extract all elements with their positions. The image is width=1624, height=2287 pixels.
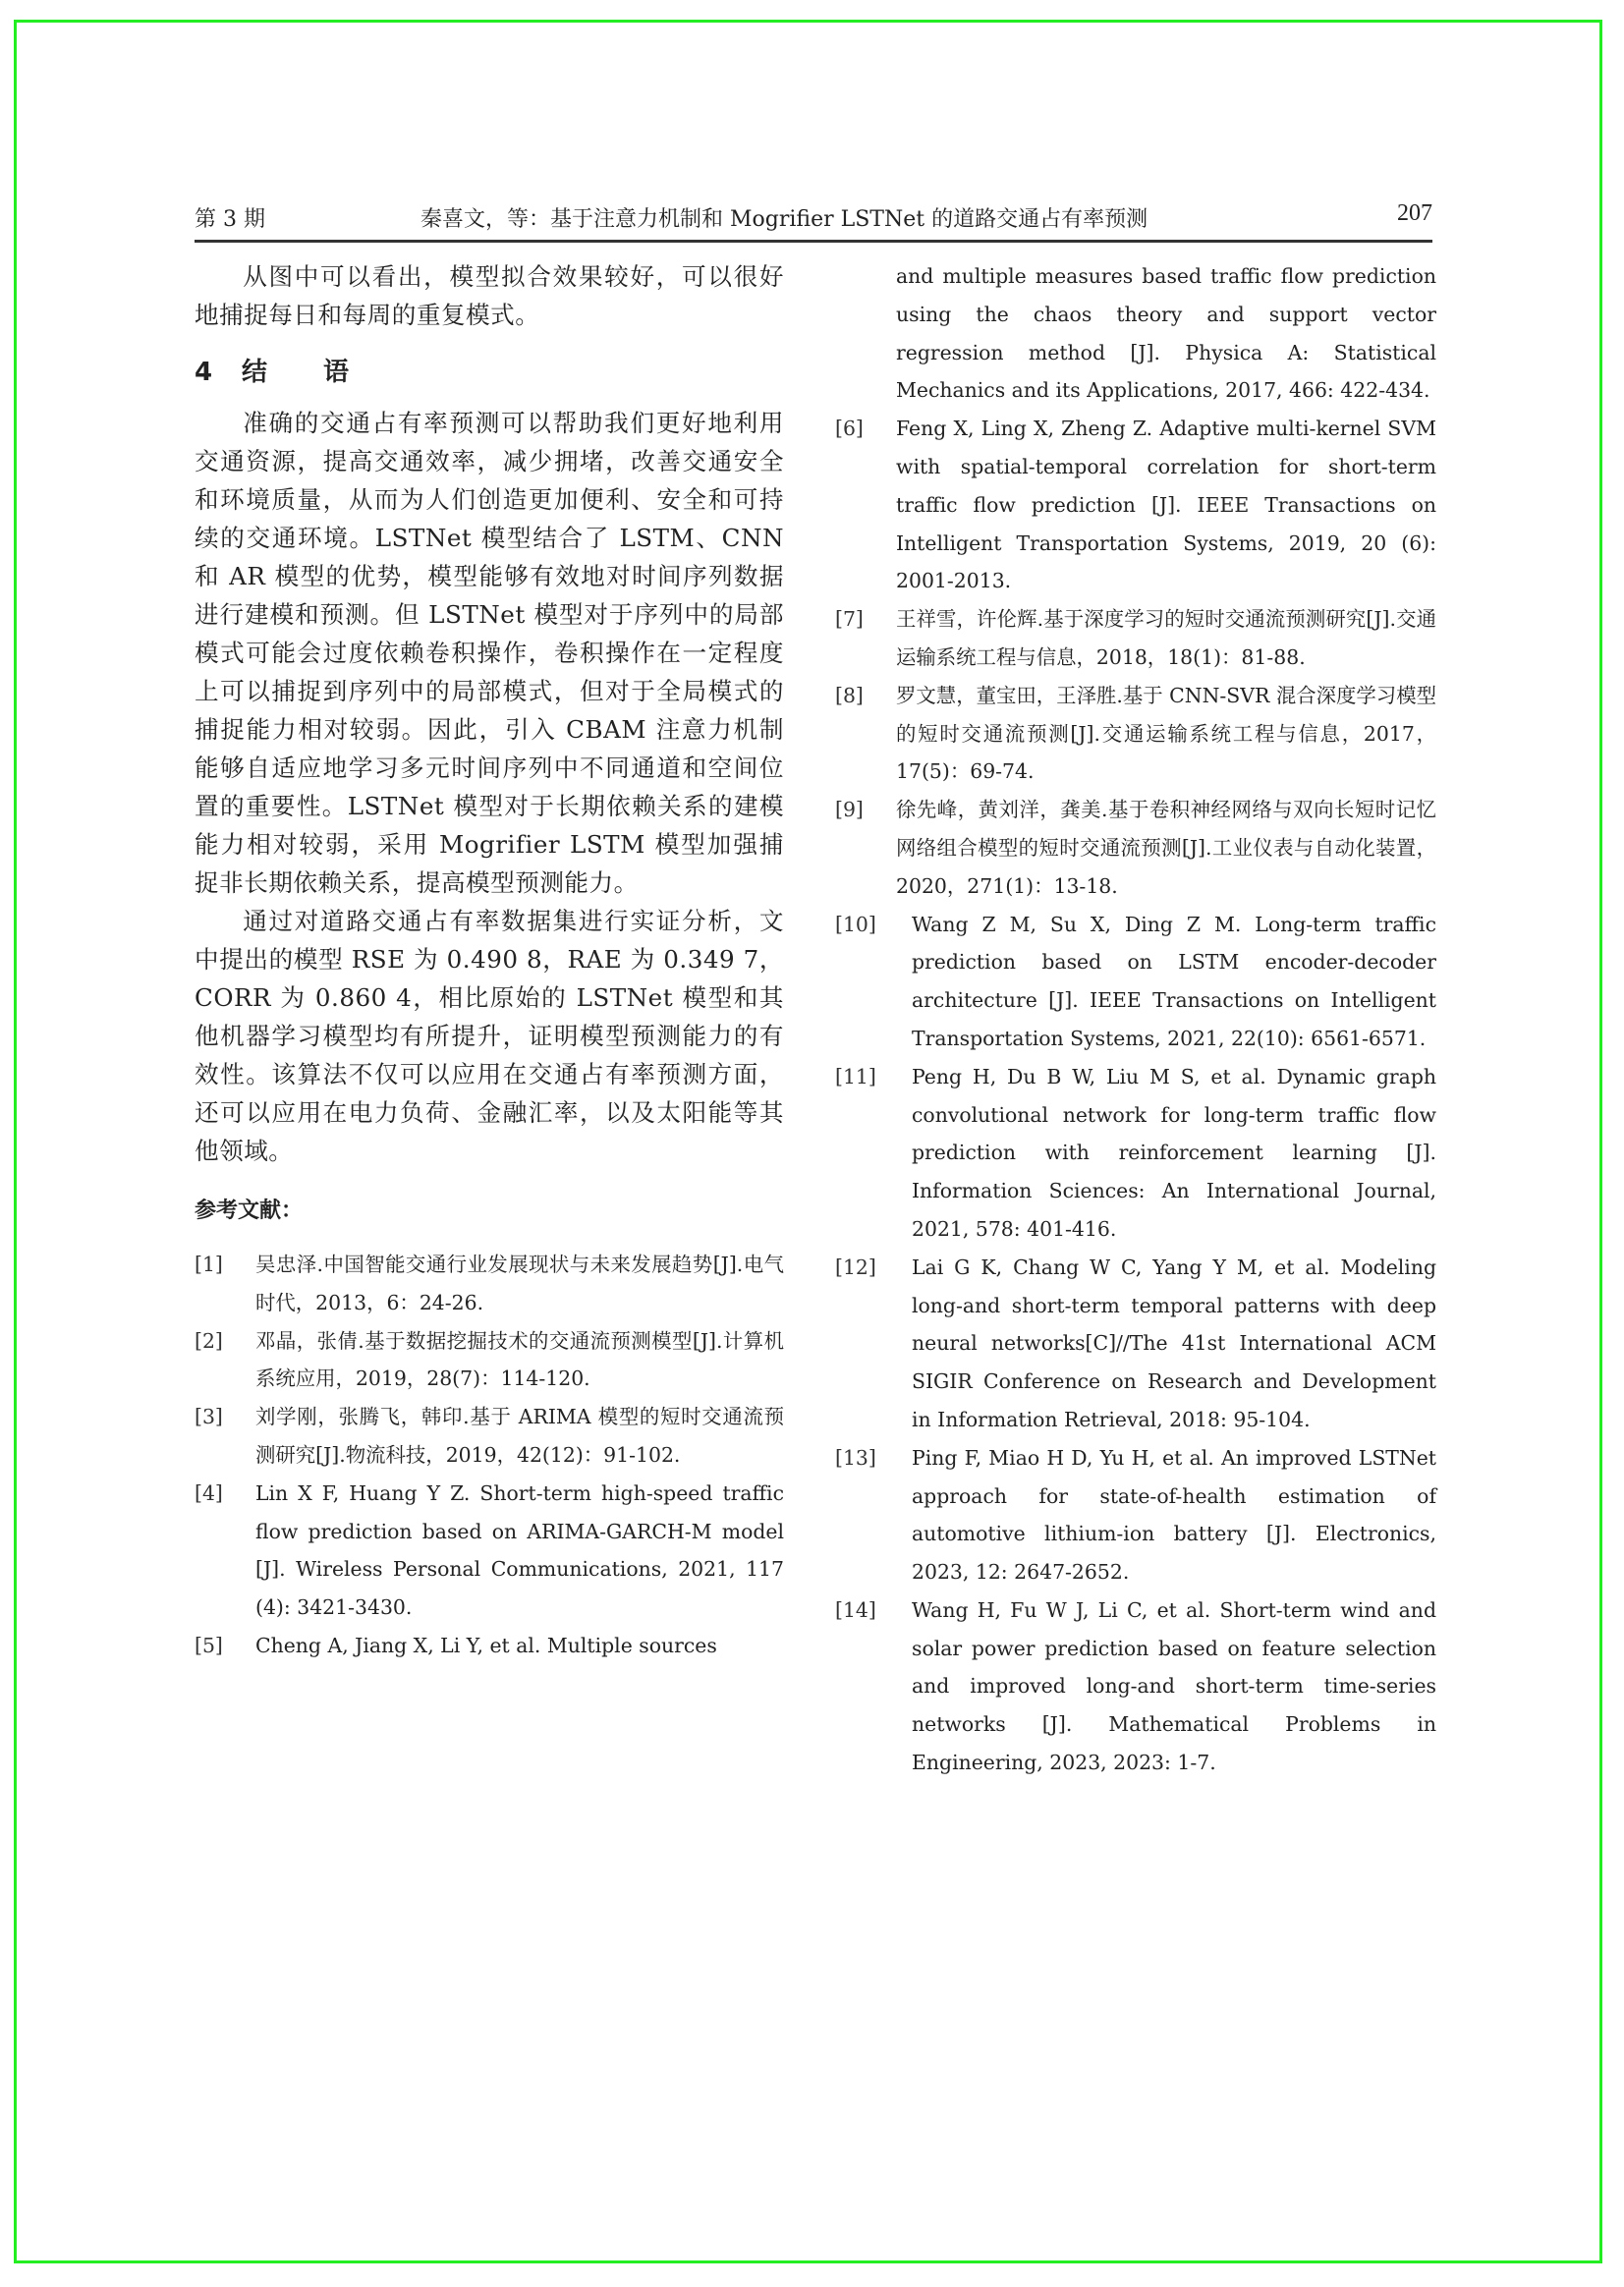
reference-text: Lin X F, Huang Y Z. Short-term high-speed traffic flow prediction based on ARIMA-GARCH-M model [J]. Wireless Personal Communications, 2021, 117 (4): 3421-3430.	[255, 1480, 784, 1620]
reference-text: 罗文慧，董宝田，王泽胜.基于 CNN-SVR 混合深度学习模型的短时交通流预测[J].交通运输系统工程与信息，2017，17(5)：69-74.	[896, 683, 1436, 784]
running-title: 秦喜文，等：基于注意力机制和 Mogrifier LSTNet 的道路交通占有率预测	[420, 207, 1148, 232]
reference-text: 吴忠泽.中国智能交通行业发展现状与未来发展趋势[J].电气时代，2013，6：24-26.	[255, 1253, 784, 1314]
reference-number: [10]	[835, 912, 876, 936]
reference-text: 刘学刚，张腾飞，韩印.基于 ARIMA 模型的短时交通流预测研究[J].物流科技，2019，42(12)：91-102.	[255, 1405, 784, 1467]
reference-text: Wang H, Fu W J, Li C, et al. Short-term wind and solar power prediction based on feature selection and improved long-and short-term time-series networks [J]. Mathematical Problems in Engineering, 2023, 2023: 1-7.	[912, 1597, 1436, 1775]
running-header	[195, 195, 1432, 240]
reference-number: [13]	[835, 1445, 876, 1470]
header-rule	[195, 240, 1432, 243]
reference-item	[835, 1591, 1436, 1782]
reference-text: Wang Z M, Su X, Ding Z M. Long-term traffic prediction based on LSTM encoder-decoder architecture [J]. IEEE Transactions on Intelligent Transportation Systems, 2021, 22(10): 6561-6571.	[912, 912, 1436, 1050]
reference-item	[835, 1439, 1436, 1591]
issue-label: 第 3 期	[195, 207, 265, 232]
reference-text: Cheng A, Jiang X, Li Y, et al. Multiple sources	[255, 1633, 717, 1657]
reference-text: Lai G K, Chang W C, Yang Y M, et al. Modeling long-and short-term temporal patterns with deep neural networks[C]//The 41st International ACM SIGIR Conference on Research and Development in Information Retrieval, 2018: 95-104.	[912, 1255, 1436, 1431]
reference-item	[195, 1322, 784, 1399]
reference-item	[835, 906, 1436, 1058]
reference-text: Peng H, Du B W, Liu M S, et al. Dynamic graph convolutional network for long-term traffic flow prediction with reinforcement learning [J]. Information Sciences: An International Journal, 2021, 578: 401-416.	[912, 1064, 1436, 1241]
right-column	[835, 257, 1436, 1782]
reference-item	[195, 1398, 784, 1475]
reference-number: [14]	[835, 1597, 876, 1622]
reference-item	[195, 1246, 784, 1322]
reference-number: [2]	[195, 1328, 223, 1353]
reference-item	[835, 600, 1436, 677]
intro-paragraph: 从图中可以看出，模型拟合效果较好，可以很好地捕捉每日和每周的重复模式。	[195, 262, 784, 329]
references-heading: 参考文献：	[195, 1199, 304, 1223]
reference-text: Ping F, Miao H D, Yu H, et al. An improved LSTNet approach for state-of-health estimation of automotive lithium-ion battery [J]. Electronics, 2023, 12: 2647-2652.	[912, 1445, 1436, 1585]
reference-number: [3]	[195, 1405, 223, 1429]
reference-item	[835, 677, 1436, 791]
reference-text: and multiple measures based traffic flow prediction using the chaos theory and support vector regression method [J]. Physica A: Statistical Mechanics and its Applications, 2017, 466: 422-434.	[896, 264, 1436, 403]
reference-number: [4]	[195, 1480, 223, 1505]
reference-text: Feng X, Ling X, Zheng Z. Adaptive multi-kernel SVM with spatial-temporal correlation for short-term traffic flow prediction [J]. IEEE Transactions on Intelligent Transportation Systems, 2019, 20 (6): 2001-2013.	[896, 417, 1436, 593]
reference-item	[835, 791, 1436, 905]
reference-item	[835, 1249, 1436, 1439]
reference-number: [12]	[835, 1255, 876, 1279]
reference-item	[835, 410, 1436, 600]
reference-number: [8]	[835, 683, 864, 707]
reference-item-continued	[835, 257, 1436, 410]
reference-number: [7]	[835, 607, 864, 632]
reference-number: [9]	[835, 798, 864, 822]
section-number: 4	[195, 358, 213, 387]
conclusion-paragraph-1: 准确的交通占有率预测可以帮助我们更好地利用交通资源，提高交通效率，减少拥堵，改善交通安全和环境质量，从而为人们创造更加便利、安全和可持续的交通环境。LSTNet 模型结合了 LSTM、CNN 和 AR 模型的优势，模型能够有效地对时间序列数据进行建模和预测。但 LSTNet 模型对于序列中的局部模式可能会过度依赖卷积操作，卷积操作在一定程度上可以捕捉到序列中的局部模式，但对于全局模式的捕捉能力相对较弱。因此，引入 CBAM 注意力机制能够自适应地学习多元时间序列中不同通道和空间位置的重要性。LSTNet 模型对于长期依赖关系的建模能力相对较弱，采用 Mogrifier LSTM 模型加强捕捉非长期依赖关系，提高模型预测能力。	[195, 409, 784, 897]
reference-text: 邓晶，张倩.基于数据挖掘技术的交通流预测模型[J].计算机系统应用，2019，28(7)：114-120.	[255, 1328, 784, 1391]
left-column	[195, 257, 784, 1665]
reference-number: [1]	[195, 1253, 223, 1276]
reference-number: [6]	[835, 417, 864, 441]
section-heading	[195, 352, 784, 388]
reference-number: [5]	[195, 1633, 223, 1657]
conclusion-paragraph-2: 通过对道路交通占有率数据集进行实证分析，文中提出的模型 RSE 为 0.490 8，RAE 为 0.349 7，CORR 为 0.860 4，相比原始的 LSTNet 模型和其他机器学习模型均有所提升，证明模型预测能力的有效性。该算法不仅可以应用在交通占有率预测方面，还可以应用在电力负荷、金融汇率，以及太阳能等其他领域。	[195, 907, 784, 1165]
section-title: 结 语	[242, 358, 373, 387]
page-number: 207	[1397, 200, 1432, 226]
reference-text: 徐先峰，黄刘洋，龚美.基于卷积神经网络与双向长短时记忆网络组合模型的短时交通流预测[J].工业仪表与自动化装置，2020，271(1)：13-18.	[896, 798, 1436, 898]
reference-number: [11]	[835, 1064, 876, 1088]
reference-item	[195, 1475, 784, 1627]
reference-text: 王祥雪，许伦辉.基于深度学习的短时交通流预测研究[J].交通运输系统工程与信息，2018，18(1)：81-88.	[896, 607, 1436, 669]
reference-item	[195, 1627, 784, 1665]
reference-item	[835, 1058, 1436, 1249]
